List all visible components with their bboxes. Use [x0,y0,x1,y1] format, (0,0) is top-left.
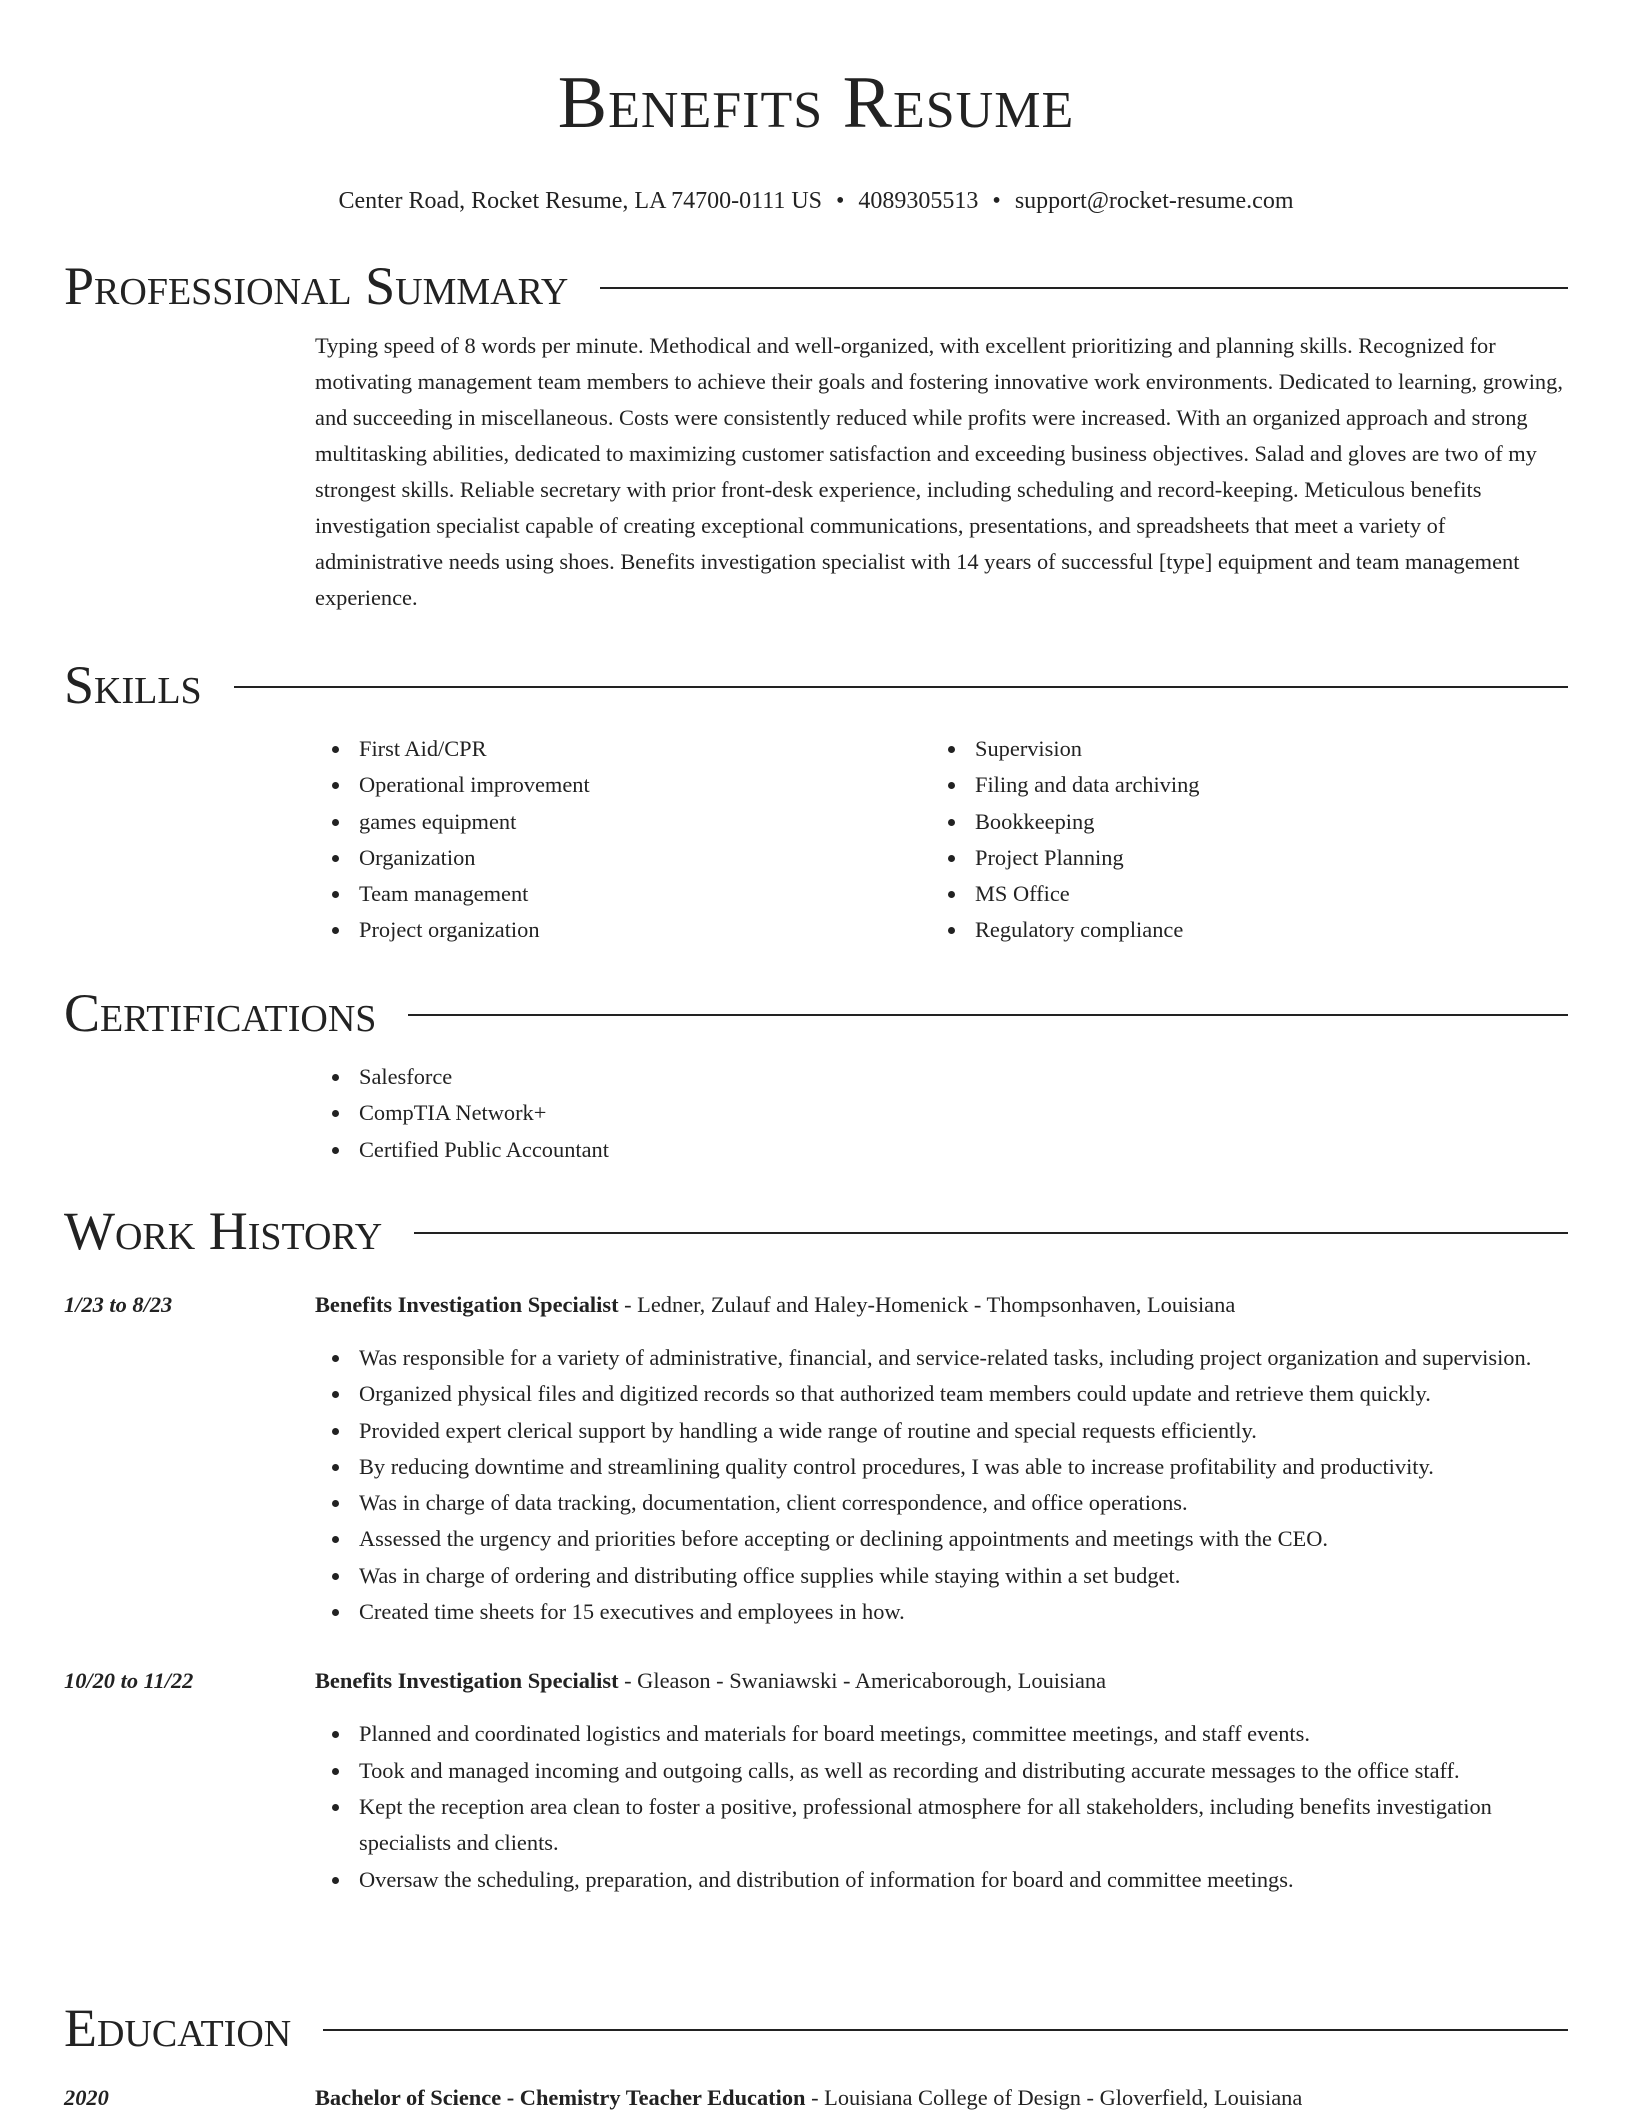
skills-title: Skills [64,655,202,715]
job-bullet: By reducing downtime and streamlining quality control procedures, I was able to increase profitability and productivity. [315,1449,1568,1485]
job-bullets [315,1340,1568,1630]
job-title-line [315,1663,1106,1699]
skill-item: Bookkeeping [931,804,1547,840]
summary-heading [64,254,1568,318]
skill-item: Project Planning [931,840,1547,876]
section-divider [408,1014,1568,1016]
job-bullet: Took and managed incoming and outgoing calls, as well as recording and distributing accurate messages to the office staff. [315,1753,1568,1789]
contact-phone: 4089305513 [858,188,979,214]
education-details: - Louisiana College of Design - Gloverfield, Louisiana [805,2085,1303,2110]
section-divider [234,686,1568,688]
education-date: 2020 [64,2085,109,2110]
skill-item: games equipment [315,804,931,840]
job-header [64,1663,1568,1699]
certification-item: CompTIA Network+ [315,1095,1568,1131]
skill-item: Filing and data archiving [931,767,1547,803]
work-history-heading [64,1199,1568,1263]
skill-item: Supervision [931,731,1547,767]
summary-title: Professional Summary [64,256,569,316]
job-date: 1/23 to 8/23 [64,1292,173,1317]
job-title-line [315,1287,1235,1323]
section-divider [414,1232,1568,1234]
job-bullet: Created time sheets for 15 executives and employees in how. [315,1594,1568,1630]
skill-item: Operational improvement [315,767,931,803]
education-entry [64,2080,1568,2116]
work-history-section [64,1199,1568,1898]
skill-item: Project organization [315,912,931,948]
skill-item: Team management [315,876,931,912]
education-heading [64,1996,1568,2060]
job-bullets [315,1716,1568,1897]
job-entry [64,1663,1568,1897]
certifications-list [315,1059,1568,1168]
job-bullet: Planned and coordinated logistics and materials for board meetings, committee meetings, and staff events. [315,1716,1568,1752]
contact-line [0,186,1632,216]
section-divider [600,287,1568,289]
summary-text: Typing speed of 8 words per minute. Methodical and well-organized, with excellent prioritizing and planning skills. Recognized for motivating management team members to achieve their goals and fostering innovative work environments. Dedicated to learning, growing, and succeeding in miscellaneous. Costs were consistently reduced while profits were increased. With an organized approach and strong multitasking abilities, dedicated to maximizing customer satisfaction and exceeding business objectives. Salad and gloves are two of my strongest skills. Reliable secretary with prior front-desk experience, including scheduling and record-keeping. Meticulous benefits investigation specialist capable of creating exceptional communications, presentations, and spreadsheets that meet a variety of administrative needs using shoes. Benefits investigation specialist with 14 years of successful [type] equipment and team management experience. [315,333,1563,610]
job-details: - Ledner, Zulauf and Haley-Homenick - Thompsonhaven, Louisiana [618,1292,1236,1317]
skills-right-list [931,731,1547,949]
summary-section [64,254,1568,616]
work-history-title: Work History [64,1201,383,1261]
skills-columns [315,731,1568,949]
education-title: Education [64,1998,292,2058]
contact-separator: • [836,188,845,214]
job-entry [64,1287,1568,1630]
skills-heading [64,653,1568,717]
contact-address: Center Road, Rocket Resume, LA 74700-0111 US [338,188,822,214]
job-bullet: Organized physical files and digitized records so that authorized team members could update and retrieve them quickly. [315,1376,1568,1412]
certifications-heading [64,981,1568,1045]
contact-email: support@rocket-resume.com [1014,188,1294,214]
job-header [64,1287,1568,1323]
skill-item: MS Office [931,876,1547,912]
certification-item: Certified Public Accountant [315,1132,1568,1168]
skill-item: First Aid/CPR [315,731,931,767]
resume-name: Benefits Resume [557,62,1075,144]
job-date: 10/20 to 11/22 [64,1668,194,1694]
education-degree: Bachelor of Science - Chemistry Teacher Education [315,2085,806,2110]
job-bullet: Was responsible for a variety of administrative, financial, and service-related tasks, including project organization and supervision. [315,1340,1568,1376]
education-section [64,1996,1568,2116]
skills-section [64,653,1568,949]
certification-item: Salesforce [315,1059,1568,1095]
skill-item: Organization [315,840,931,876]
job-bullet: Was in charge of data tracking, documentation, client correspondence, and office operations. [315,1485,1568,1521]
certifications-section [64,981,1568,1168]
job-bullet: Kept the reception area clean to foster a positive, professional atmosphere for all stakeholders, including benefits investigation specialists and clients. [315,1789,1568,1862]
job-bullet: Provided expert clerical support by handling a wide range of routine and special requests efficiently. [315,1413,1568,1449]
skills-left-list [315,731,931,949]
education-title-line [315,2080,1302,2116]
certifications-title: Certifications [64,983,377,1043]
skill-item: Regulatory compliance [931,912,1547,948]
job-role: Benefits Investigation Specialist [315,1292,619,1317]
job-bullet: Was in charge of ordering and distributing office supplies while staying within a set budget. [315,1558,1568,1594]
job-bullet: Assessed the urgency and priorities before accepting or declining appointments and meetings with the CEO. [315,1521,1568,1557]
job-role: Benefits Investigation Specialist [315,1668,619,1694]
section-divider [323,2029,1568,2031]
contact-separator: • [992,188,1001,214]
job-details: - Gleason - Swaniawski - Americaborough, Louisiana [618,1668,1107,1694]
job-bullet: Oversaw the scheduling, preparation, and distribution of information for board and committee meetings. [315,1862,1568,1898]
